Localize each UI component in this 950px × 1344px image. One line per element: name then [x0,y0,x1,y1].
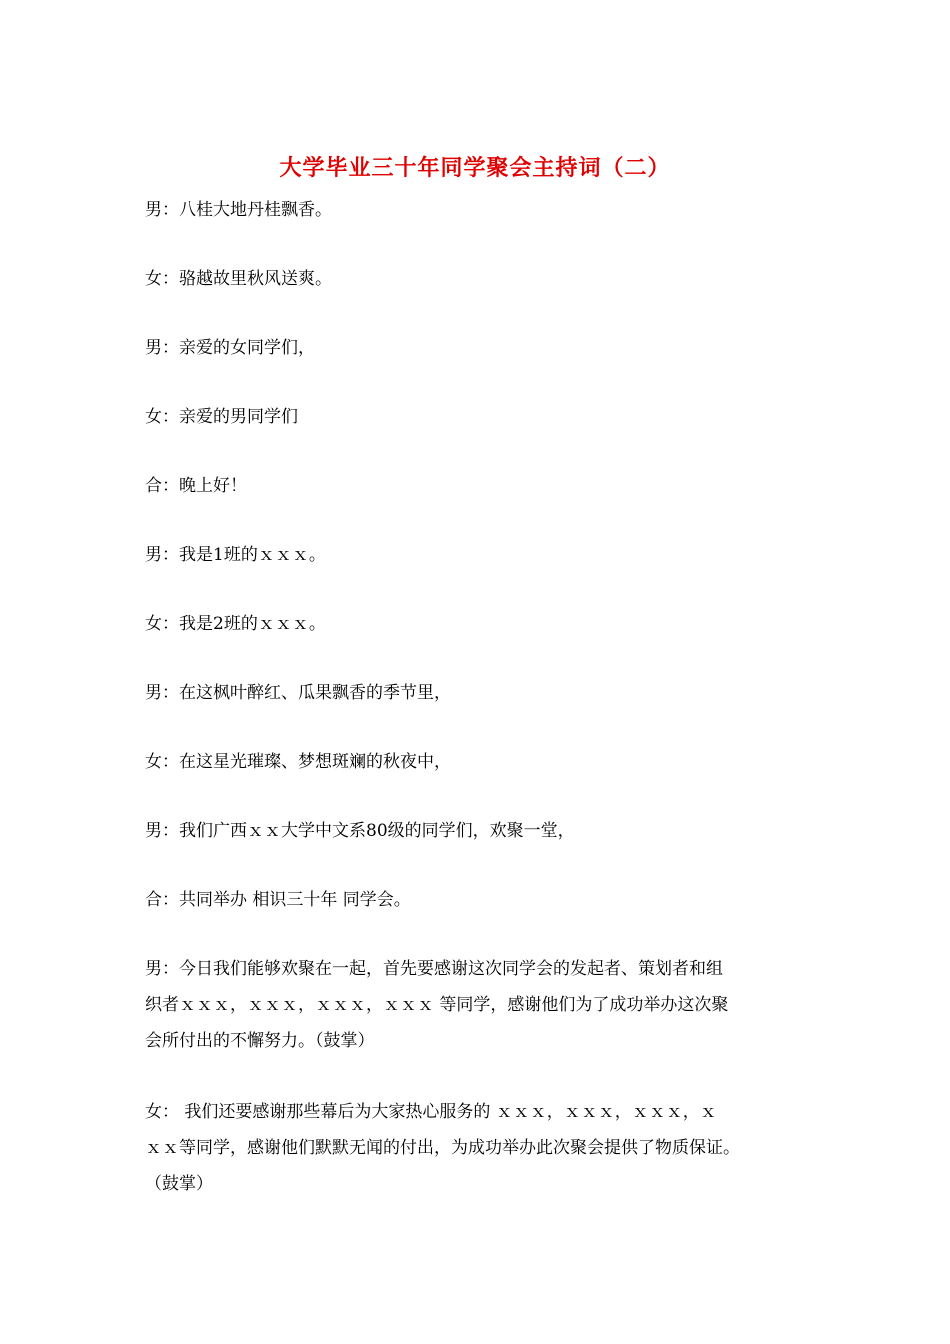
text-line: 女：我是2班的ｘｘｘ。 [145,614,326,634]
text-line: 女：骆越故里秋风送爽。 [145,269,332,289]
paragraph-line: 会所付出的不懈努力。（鼓掌） [145,1031,375,1051]
text-line: 合：共同举办 相识三十年 同学会。 [145,890,411,910]
paragraph-line: 男：今日我们能够欢聚在一起，首先要感谢这次同学会的发起者、策划者和组 [145,959,723,979]
paragraph-line: （鼓掌） [145,1174,213,1194]
paragraph-organizers [145,951,810,1059]
text-line: 男：在这枫叶醉红、瓜果飘香的季节里， [145,683,451,703]
paragraph-line: ｘｘ等同学，感谢他们默默无闻的付出，为成功举办此次聚会提供了物质保证。 [145,1138,740,1158]
text-line: 女：亲爱的男同学们 [145,407,298,427]
text-line: 男：我是1班的ｘｘｘ。 [145,545,326,565]
paragraph-line: 女： 我们还要感谢那些幕后为大家热心服务的 ｘｘｘ，ｘｘｘ，ｘｘｘ，ｘ [145,1102,717,1122]
text-line: 男：八桂大地丹桂飘香。 [145,200,332,220]
text-line: 女：在这星光璀璨、梦想斑斓的秋夜中， [145,752,451,772]
text-line: 合：晚上好！ [145,476,247,496]
text-line: 男：我们广西ｘｘ大学中文系80级的同学们，欢聚一堂， [145,821,575,841]
paragraph-line: 织者ｘｘｘ，ｘｘｘ，ｘｘｘ，ｘｘｘ 等同学，感谢他们为了成功举办这次聚 [145,995,729,1015]
text-line: 男：亲爱的女同学们， [145,338,315,358]
paragraph-helpers [145,1094,810,1202]
document-title: 大学毕业三十年同学聚会主持词（二） [279,155,671,181]
